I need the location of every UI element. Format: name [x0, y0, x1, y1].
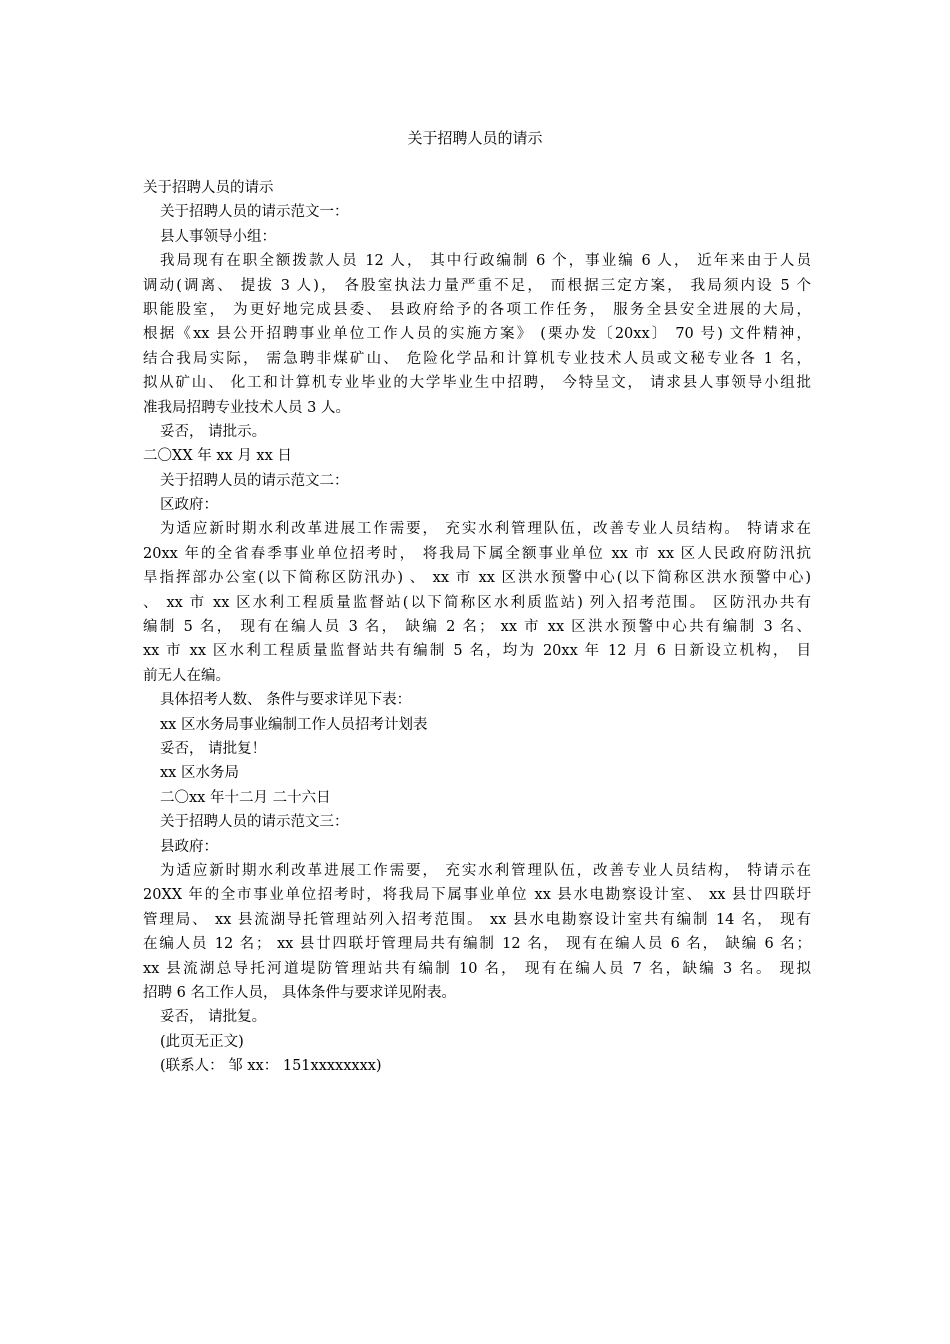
body-line: 调动(调离、 提拔 3 人)， 各股室执法力量严重不足， 而根据三定方案， 我局须内设 5 个: [143, 277, 811, 294]
body-line: 关于招聘人员的请示范文二：: [160, 472, 349, 489]
body-line: 二〇xx 年十二月 二十六日: [160, 789, 331, 806]
document-title: 关于招聘人员的请示: [407, 129, 543, 147]
body-line: 招聘 6 名工作人员， 具体条件与要求详见附表。: [143, 984, 457, 1001]
body-line: 、 xx 市 xx 区水利工程质量监督站(以下简称区水利质监站) 列入招考范围。 区防汛办共有: [143, 594, 811, 611]
body-line: 妥否， 请批复。: [160, 1009, 267, 1026]
body-line: 在编人员 12 名； xx 县廿四联圩管理局共有编制 12 名， 现有在编人员 6 名， 缺编 6 名；: [143, 936, 811, 953]
body-line: xx 区水务局事业编制工作人员招考计划表: [160, 716, 428, 733]
body-line: xx 区水务局: [160, 765, 239, 782]
body-line: 区政府：: [160, 497, 218, 514]
body-line: 关于招聘人员的请示范文一：: [160, 204, 349, 221]
body-line: 20XX 年的全市事业单位招考时，将我局下属事业单位 xx 县水电勘察设计室、 xx 县廿四联圩: [143, 887, 811, 904]
body-line: 为适应新时期水利改革进展工作需要， 充实水利管理队伍，改善专业人员结构。 特请求在: [160, 521, 811, 538]
body-line: 具体招考人数、 条件与要求详见下表：: [160, 692, 412, 709]
body-line: 20xx 年的全省春季事业单位招考时， 将我局下属全额事业单位 xx 市 xx 区人民政府防汛抗: [143, 545, 811, 562]
body-line: 妥否， 请批示。: [160, 423, 267, 440]
body-line: 编制 5 名， 现有在编人员 3 名， 缺编 2 名； xx 市 xx 区洪水预警中心共有编制 3 名、: [143, 619, 811, 636]
body-line: 关于招聘人员的请示范文三：: [160, 814, 349, 831]
document-heading: 关于招聘人员的请示: [143, 180, 274, 196]
body-line: 职能股室， 为更好地完成县委、 县政府给予的各项工作任务， 服务全县安全进展的大局，: [143, 301, 811, 318]
body-line: 为适应新时期水利改革进展工作需要， 充实水利管理队伍，改善专业人员结构， 特请示在: [160, 862, 811, 879]
body-line: 准我局招聘专业技术人员 3 人。: [143, 399, 350, 416]
body-line: 县人事领导小组：: [160, 228, 276, 245]
body-line: 结合我局实际， 需急聘非煤矿山、 危险化学品和计算机专业技术人员或文秘专业各 1 名，: [143, 350, 811, 367]
body-line: (联系人： 邹 xx： 151xxxxxxxx): [160, 1058, 382, 1075]
body-line: 前无人在编。: [143, 667, 230, 684]
body-line: 县政府：: [160, 838, 218, 855]
body-line: 妥否， 请批复！: [160, 740, 267, 757]
document-body: [143, 176, 811, 1078]
body-line: 根据《xx 县公开招聘事业单位工作人员的实施方案》 (栗办发〔20xx〕 70 号) 文件精神，: [143, 326, 811, 343]
body-line: 二〇XX 年 xx 月 xx 日: [143, 448, 292, 465]
body-line: 拟从矿山、 化工和计算机专业毕业的大学毕业生中招聘， 今特呈文， 请求县人事领导小组批: [143, 375, 811, 392]
body-line: (此页无正文): [160, 1033, 244, 1050]
body-line: xx 市 xx 区水利工程质量监督站共有编制 5 名，均为 20xx 年 12 月 6 日新设立机构， 目: [143, 643, 811, 660]
body-line: xx 县流湖总导托河道堤防管理站共有编制 10 名， 现有在编人员 7 名，缺编 3 名。 现拟: [143, 960, 811, 977]
body-line: 旱指挥部办公室(以下简称区防汛办) 、 xx 市 xx 区洪水预警中心(以下简称区洪水预警中心): [143, 570, 811, 587]
body-line: 我局现有在职全额拨款人员 12 人， 其中行政编制 6 个，事业编 6 人， 近年来由于人员: [160, 253, 811, 270]
body-line: 管理局、 xx 县流湖导托管理站列入招考范围。 xx 县水电勘察设计室共有编制 14 名， 现有: [143, 911, 811, 928]
